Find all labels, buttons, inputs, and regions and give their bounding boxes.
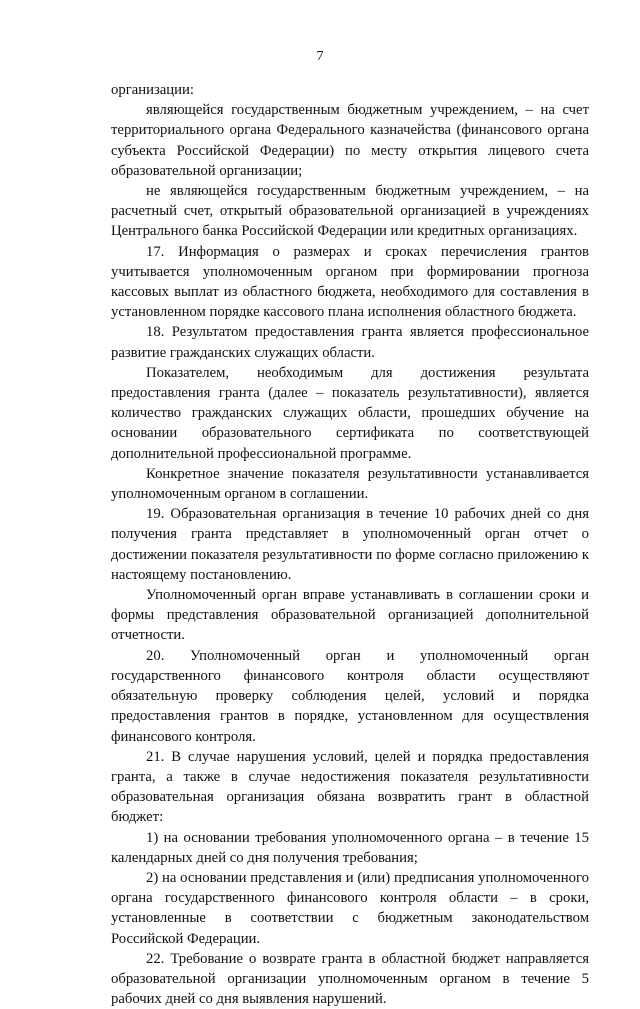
paragraph: 20. Уполномоченный орган и уполномоченный орган государственного финансового контроля области осуществляют обязательную проверку соблюдения целей, условий и порядка предоставления грантов в порядке, установленном для осуществления финансового контроля. (111, 647, 589, 745)
paragraph: 21. В случае нарушения условий, целей и порядка предоставления гранта, а также в случае недостижения показателя результативности образовательная организация обязана возвратить грант в областной бюджет: (111, 748, 589, 826)
paragraph: Уполномоченный орган вправе устанавливать в соглашении сроки и формы представления образовательной организацией дополнительной отчетности. (111, 587, 589, 644)
paragraph: являющейся государственным бюджетным учреждением, – на счет территориального органа Федерального казначейства (финансового органа субъекта Российской Федерации) по месту открытия лицевого счета образовательной организации; (111, 102, 589, 179)
paragraph: 17. Информация о размерах и сроках перечисления грантов учитывается уполномоченным органом при формировании прогноза кассовых выплат из областного бюджета, необходимого для составления в установленном порядке кассового плана исполнения областного бюджета. (111, 243, 589, 321)
paragraph: Конкретное значение показателя результативности устанавливается уполномоченным органом в соглашении. (111, 465, 589, 503)
paragraph: не являющейся государственным бюджетным учреждением, – на расчетный счет, открытый образовательной организацией в учреждениях Центрального банка Российской Федерации или кредитных организациях. (111, 183, 589, 240)
paragraph: 22. Требование о возврате гранта в областной бюджет направляется образовательной организации уполномоченным органом в течение 5 рабочих дней со дня выявления нарушений. (111, 950, 589, 1008)
page-number: 7 (316, 49, 324, 64)
paragraph: 18. Результатом предоставления гранта является профессиональное развитие гражданских служащих области. (111, 324, 589, 361)
paragraph: организации: (111, 82, 194, 98)
paragraph: 19. Образовательная организация в течение 10 рабочих дней со дня получения гранта представляет в уполномоченный орган отчет о достижении показателя результативности по форме согласно приложению к настоящему постановлению. (111, 506, 589, 583)
paragraph: Показателем, необходимым для достижения результата предоставления гранта (далее – показатель результативности), является количество гражданских служащих области, прошедших обучение на основании образовательного сертификата по соответствующей дополнительной профессиональной программе. (111, 364, 589, 462)
document-body (111, 80, 589, 1009)
paragraph: 1) на основании требования уполномоченного органа – в течение 15 календарных дней со дня получения требования; (111, 829, 589, 866)
paragraph: 2) на основании представления и (или) предписания уполномоченного органа государственного финансового контроля области – в сроки, установленные в соответствии с бюджетным законодательством Российской Федерации. (111, 869, 589, 947)
